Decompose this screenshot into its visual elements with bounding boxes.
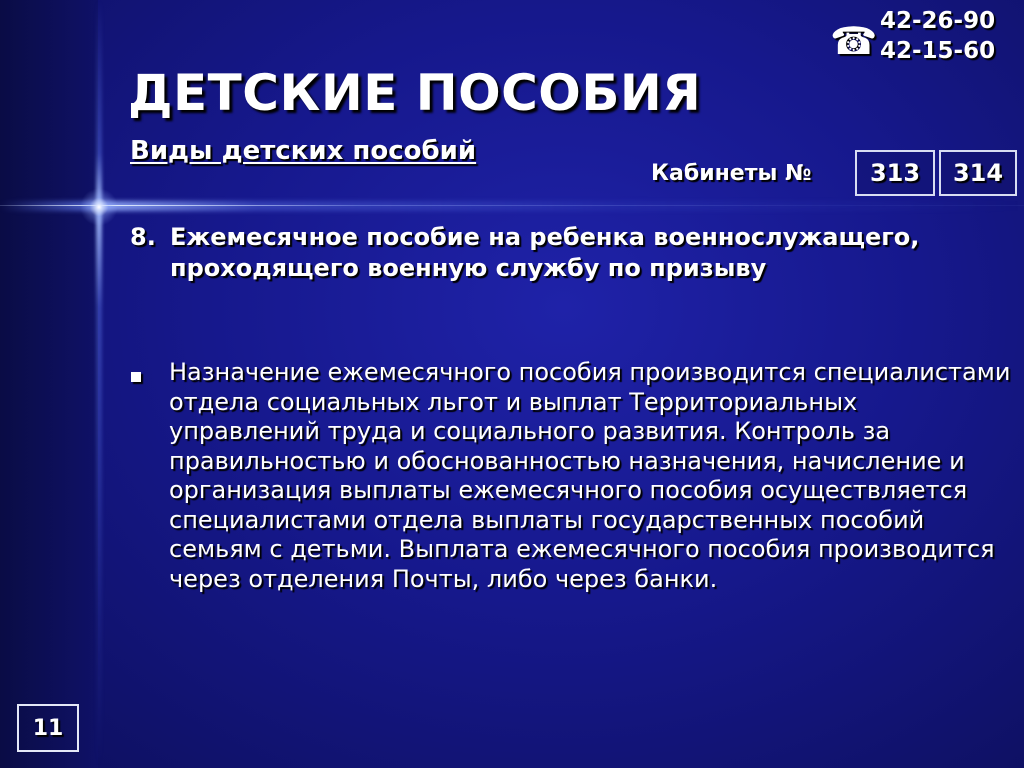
sparkle-decoration xyxy=(80,188,118,226)
left-band xyxy=(0,0,98,768)
phone-number-2: 42-15-60 xyxy=(880,38,996,64)
square-bullet-icon xyxy=(131,372,141,382)
slide-number: 11 xyxy=(17,704,79,752)
slide-subtitle: Виды детских пособий xyxy=(130,136,477,166)
horizontal-divider xyxy=(0,205,1024,206)
section-heading xyxy=(130,222,1000,284)
bullet-paragraph: Назначение ежемесячного пособия производится специалистами отдела социальных льгот и выплат Территориальных управлений труда и социального развития. Контроль за правильностью и обоснованностью назначения, начисление и организация выплаты ежемесячного пособия осуществляется специалистами отдела выплаты государственных пособий семьям с детьми. Выплата ежемесячного пособия производится через отделения Почты, либо через банки. xyxy=(169,358,1011,593)
section-number: 8. xyxy=(130,223,156,251)
telephone-icon: ☎ xyxy=(830,19,878,63)
cabinet-box-313: 313 xyxy=(855,150,935,196)
phone-numbers xyxy=(880,6,995,66)
phone-number-1: 42-26-90 xyxy=(880,8,996,34)
vertical-glow-line xyxy=(96,0,102,768)
cabinets-label: Кабинеты № xyxy=(651,161,812,186)
horizontal-glow-line xyxy=(0,201,1024,211)
section-heading-text: Ежемесячное пособие на ребенка военнослужащего, проходящего военную службу по призыву xyxy=(170,223,920,282)
cabinet-box-314: 314 xyxy=(939,150,1017,196)
slide-title: ДЕТСКИЕ ПОСОБИЯ xyxy=(128,64,702,122)
